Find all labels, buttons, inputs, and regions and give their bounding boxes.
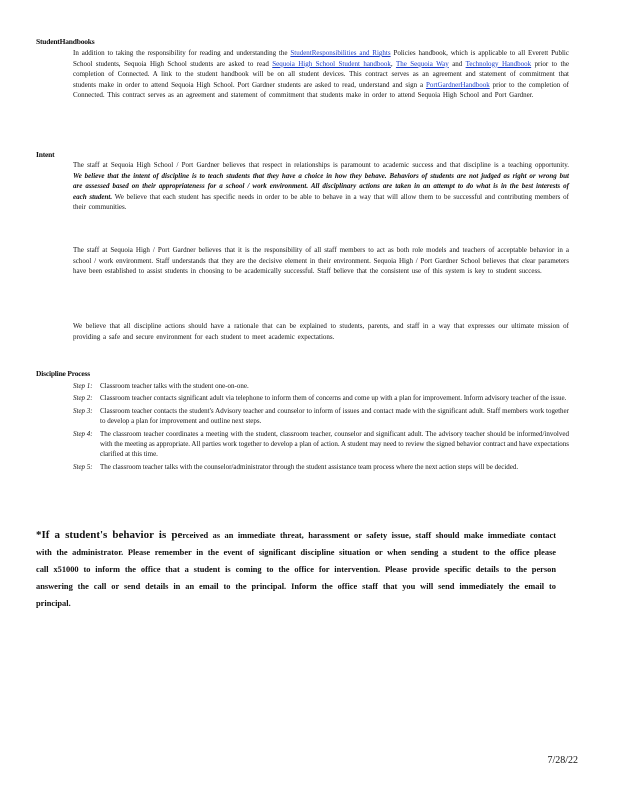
student-handbooks-heading: StudentHandbooks [36,37,95,46]
step-text: Classroom teacher talks with the student one-on-one. [100,382,249,390]
document-date: 7/28/22 [547,755,578,766]
emphasized-text: We believe that the intent of discipline is to teach students that they have a choice in how they behave. Behaviors of students are not judged as right or wrong but are assessed based on their appropriateness for a school / work environment. All disciplinary actions are taken in an attempt to do what is in the best interests of each student. [73,171,569,201]
text-segment: The staff at Sequoia High School / Port Gardner believes that respect in relationships is paramount to academic success and that discipline is a teaching opportunity. [73,161,569,169]
discipline-step [73,462,569,472]
discipline-process-heading: Discipline Process [36,369,90,378]
discipline-step [73,429,569,460]
step-number: Step 2: [73,394,93,403]
step-number: Step 3: [73,406,93,415]
step-text: Classroom teacher contacts significant adult via telephone to inform them of concerns and come up with a plan for improvement. Inform advisory teacher of the issue. [100,394,567,403]
discipline-steps-list [73,381,569,474]
intent-paragraph-2: The staff at Sequoia High / Port Gardner believes that it is the responsibility of all staff members to act as both role models and teachers of acceptable behavior in a school / work environment. Staff understands that they are the decisive element in their environment. Sequoia High / Port Gardner School believes that clear parameters have been established to assist students in choosing to be academically successful. Staff believe that the consistent use of this system is key to student success. [73,246,569,276]
responsibilities-rights-link[interactable]: StudentResponsibilities and Rights [290,49,391,57]
intent-paragraph-3: We believe that all discipline actions should have a rationale that can be explained to students, parents, and staff in a way that expresses our ultimate mission of providing a safe and secure environment for each student to meet academic expectations. [73,322,569,341]
intent-paragraph-1 [73,160,569,213]
text-segment: Policies handbook, which is applicable to all Everett Public School students, Sequoia High School students are asked to read [73,49,569,68]
sequoia-way-link[interactable]: The Sequoia Way [395,59,449,68]
student-handbooks-paragraph [73,48,569,101]
text-segment: and [448,59,466,68]
step-text: The classroom teacher talks with the counselor/administrator through the student assistance team process where the next action steps will be decided. [100,462,519,471]
sequoia-handbook-link[interactable]: Sequoia High School Student handbook [272,59,391,68]
technology-handbook-link[interactable]: Technology Handbook [465,59,532,68]
discipline-step [73,393,569,403]
port-gardner-handbook-link[interactable]: PortGardnerHandbook [425,80,490,89]
text-segment: In addition to taking the responsibility for reading and understanding the [73,49,291,57]
notice-text: rceived as an immediate threat, harassment or safety issue, staff should make immediate contact with the administrator. Please remember in the event of significant discipline situation or when sending a student to the office please call x51000 to inform the office that a student is coming to the office for intervention. Please provide specific details to the person answering the call or send details in an email to the principal. Inform the office staff that you will send immediately the email to principal. [36,531,556,608]
step-text: Classroom teacher contacts the student's Advisory teacher and counselor to inform of issues and contact made with the significant adult. Staff members work together to develop a plan for improvement and outline next steps. [100,406,569,426]
text-segment: prior to the completion of Connected. A link to the student handbook will be on all student devices. This contract serves as an agreement and statement of commitment that students make in order to attend Sequoia High School. Port Gardner students are asked to read, understand and sign a [73,59,570,89]
text-segment: , [390,59,396,68]
step-text: The classroom teacher coordinates a meeting with the student, classroom teacher, counselor and significant adult. The advisory teacher should be informed/involved with the meeting as appropriate. All parties work together to develop a plan of action. A student may need to review the signed behavior contract and have expectations clarified at this time. [100,429,569,459]
step-number: Step 1: [73,382,93,390]
behavior-notice [36,527,556,612]
intent-heading: Intent [36,150,55,159]
step-number: Step 5: [73,462,93,471]
discipline-step [73,406,569,427]
step-number: Step 4: [73,429,93,438]
text-segment: We believe that each student has specific needs in order to be able to behave in a way that will allow them to be successful and contributing members of their communities. [73,192,569,212]
notice-lead: *If a student's behavior is pe [36,529,183,541]
text-segment: prior to the completion of Connected. This contract serves as an agreement and statement of commitment that students make in order to attend Sequoia High School and Port Gardner. [73,80,569,100]
discipline-step [73,381,569,391]
